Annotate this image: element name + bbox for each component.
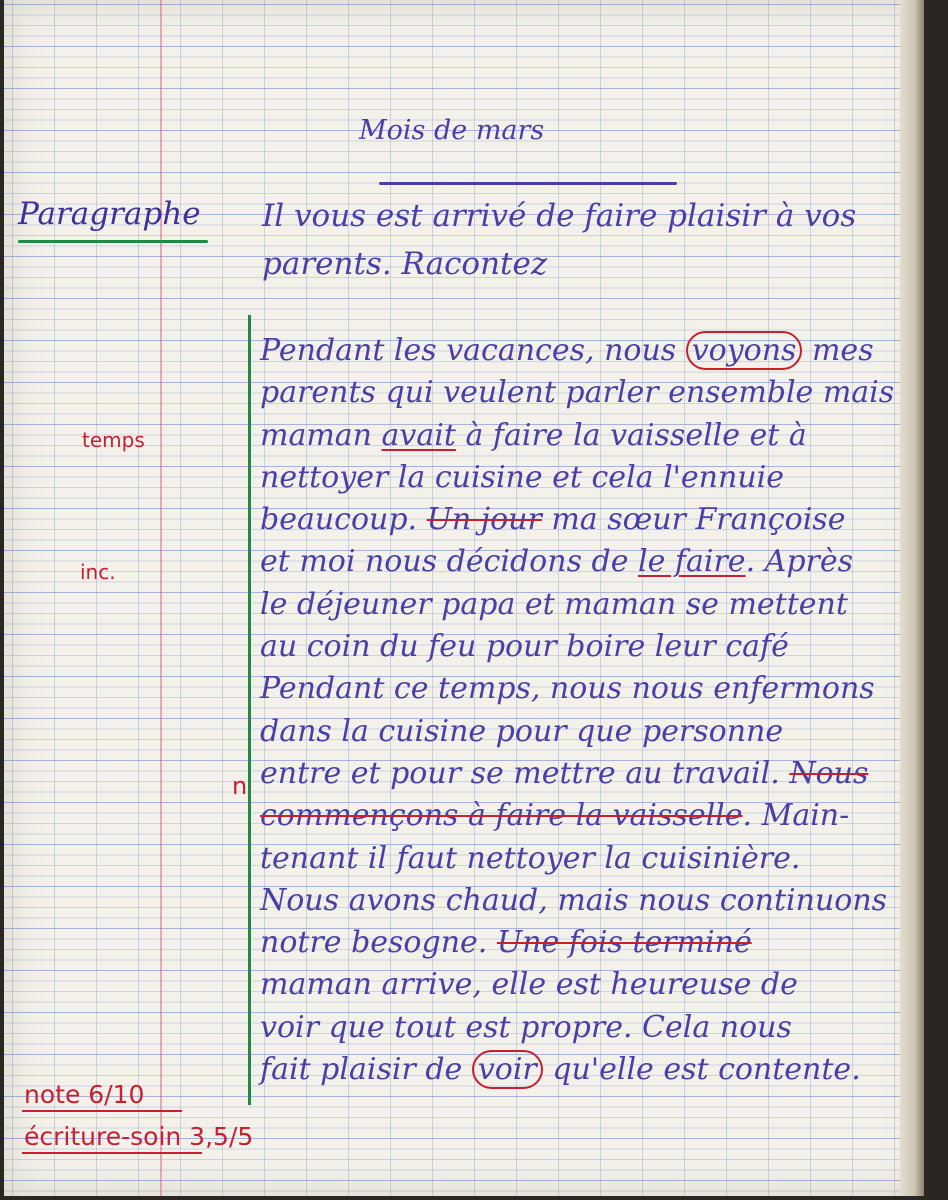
text-line: parents qui veulent parler ensemble mais — [260, 375, 895, 411]
margin-note-inc: inc. — [80, 560, 116, 584]
text-line: fait plaisir de voir qu'elle est contente. — [260, 1052, 861, 1088]
grade-note: note 6/10 — [24, 1080, 145, 1109]
struck-text: commençons à faire la vaisselle — [260, 798, 743, 834]
text-line: le déjeuner papa et maman se mettent — [260, 586, 848, 622]
text-line: entre et pour se mettre au travail. Nous — [260, 755, 869, 791]
section-heading: Paragraphe — [18, 196, 201, 232]
heading-underline — [18, 240, 208, 243]
margin-line — [160, 0, 162, 1196]
subject-line-1: Il vous est arrivé de faire plaisir à vos — [262, 198, 857, 234]
page-title: Mois de mars — [359, 115, 545, 146]
subject-line-2: parents. Racontez — [262, 246, 548, 282]
text-line: Nous avons chaud, mais nous continuons — [260, 882, 888, 918]
correction-underline: avait — [381, 417, 456, 453]
text-line: beaucoup. Un jour ma sœur Françoise — [260, 502, 846, 538]
correction-circle: voir — [472, 1050, 543, 1089]
text-line: voir que tout est propre. Cela nous — [260, 1009, 792, 1045]
title-underline — [379, 182, 677, 185]
notebook-page — [4, 0, 924, 1196]
essay-paragraph — [260, 330, 920, 1091]
struck-text: Nous — [789, 755, 869, 791]
grade-note-underline — [22, 1110, 182, 1112]
struck-text: Un jour — [426, 502, 542, 538]
text-line: au coin du feu pour boire leur café — [260, 629, 789, 665]
text-line: notre besogne. Une fois terminé — [260, 925, 752, 961]
text-line: maman avait à faire la vaisselle et à — [260, 417, 807, 453]
text-line: et moi nous décidons de le faire. Après — [260, 544, 854, 580]
correction-circle: voyons — [686, 331, 803, 370]
margin-note-n: n — [232, 772, 248, 800]
grade-ecriture: écriture-soin 3,5/5 — [24, 1122, 254, 1151]
text-line: Pendant les vacances, nous voyons mes — [260, 333, 874, 368]
text-line: commençons à faire la vaisselle. Main- — [260, 798, 850, 834]
margin-note-temps: temps — [82, 428, 145, 452]
text-line: nettoyer la cuisine et cela l'ennuie — [260, 459, 784, 495]
text-line: maman arrive, elle est heureuse de — [260, 967, 798, 1003]
paragraph-margin-rule — [248, 315, 251, 1105]
grade-ecriture-underline — [22, 1152, 202, 1154]
text-line: tenant il faut nettoyer la cuisinière. — [260, 840, 801, 876]
correction-underline: le faire — [638, 544, 746, 580]
struck-text: Une fois terminé — [496, 925, 752, 961]
text-line: dans la cuisine pour que personne — [260, 713, 784, 749]
text-line: Pendant ce temps, nous nous enfermons — [260, 671, 875, 707]
